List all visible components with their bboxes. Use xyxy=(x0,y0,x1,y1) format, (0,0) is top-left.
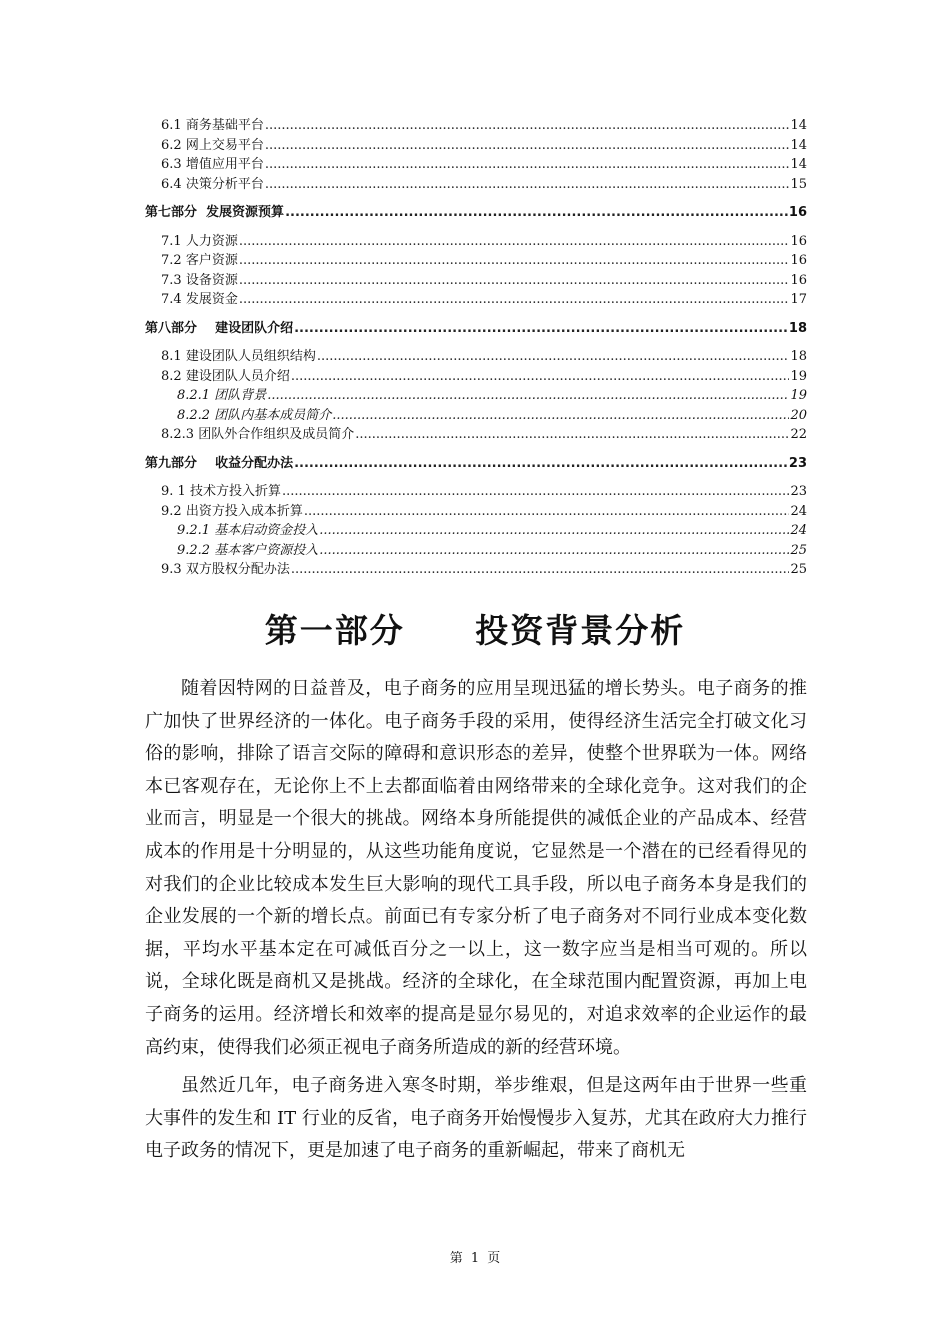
toc-entry-title: 7.3 设备资源 xyxy=(161,272,238,288)
toc-entry-page: 24 xyxy=(790,503,807,519)
toc-entry-title: 8.2.2 团队内基本成员简介 xyxy=(177,407,332,423)
page-number: 第 1 页 xyxy=(449,1251,501,1266)
toc-entry[interactable] xyxy=(145,251,807,271)
table-of-contents xyxy=(145,116,807,580)
toc-entry-title: 8.2 建设团队人员介绍 xyxy=(161,368,290,384)
toc-entry-title: 9.2.2 基本客户资源投入 xyxy=(177,542,319,558)
toc-entry-title: 8.2.1 团队背景 xyxy=(177,388,267,403)
toc-subentry[interactable] xyxy=(145,386,807,406)
toc-part-title: 第九部分 收益分配办法 xyxy=(145,455,294,471)
toc-entry-title: 9.3 双方股权分配办法 xyxy=(161,562,290,577)
toc-entry[interactable] xyxy=(145,155,807,175)
toc-part-entry[interactable] xyxy=(145,319,807,339)
toc-part-title: 第七部分 发展资源预算 xyxy=(145,205,285,220)
toc-entry[interactable] xyxy=(145,175,807,195)
toc-entry-page: 14 xyxy=(790,137,807,153)
toc-entry-page: 17 xyxy=(790,292,807,307)
toc-entry[interactable] xyxy=(145,290,807,310)
toc-entry-page: 16 xyxy=(788,205,807,220)
toc-entry-page: 14 xyxy=(790,157,807,172)
toc-entry-page: 19 xyxy=(790,388,807,403)
toc-entry-title: 7.4 发展资金 xyxy=(161,292,238,307)
toc-entry[interactable] xyxy=(145,367,807,387)
section-heading: 第一部分 投资背景分析 xyxy=(264,611,686,650)
toc-entry-title: 6.4 决策分析平台 xyxy=(161,176,264,192)
toc-entry-title: 6.2 网上交易平台 xyxy=(161,137,264,153)
toc-entry[interactable] xyxy=(145,347,807,367)
toc-entry-title: 6.3 增值应用平台 xyxy=(161,157,264,172)
toc-entry-page: 15 xyxy=(790,176,807,192)
toc-entry-page: 16 xyxy=(790,233,807,249)
toc-entry[interactable] xyxy=(145,425,807,445)
toc-entry-page: 16 xyxy=(790,272,807,288)
toc-entry-page: 16 xyxy=(790,253,807,268)
toc-part-entry[interactable] xyxy=(145,454,807,474)
toc-entry-title: 7.2 客户资源 xyxy=(161,253,238,268)
toc-part-title: 第八部分 建设团队介绍 xyxy=(145,320,294,336)
toc-entry-title: 6.1 商务基础平台 xyxy=(161,118,264,133)
toc-entry-page: 22 xyxy=(790,427,807,442)
toc-entry-title: 9.2.1 基本启动资金投入 xyxy=(177,523,319,538)
toc-entry-title: 9.2 出资方投入成本折算 xyxy=(161,503,303,519)
toc-entry-page: 20 xyxy=(790,407,807,423)
toc-entry-page: 25 xyxy=(790,562,807,577)
toc-entry-page: 24 xyxy=(790,523,807,538)
toc-subentry[interactable] xyxy=(145,521,807,541)
toc-entry-page: 18 xyxy=(788,320,807,336)
toc-entry-page: 23 xyxy=(788,455,807,471)
toc-entry-page: 14 xyxy=(790,118,807,133)
toc-entry-page: 18 xyxy=(790,349,807,364)
toc-entry[interactable] xyxy=(145,232,807,252)
paragraph: 虽然近几年，电子商务进入寒冬时期，举步维艰，但是这两年由于世界一些重大事件的发生和 IT 行业的反省，电子商务开始慢慢步入复苏，尤其在政府大力推行电子政务的情况下，更是加速了电子商务的重新崛起，带来了商机无 xyxy=(145,1075,807,1162)
paragraph: 随着因特网的日益普及，电子商务的应用呈现迅猛的增长势头。电子商务的推广加快了世界经济的一体化。电子商务手段的采用，使得经济生活完全打破文化习俗的影响，排除了语言交际的障碍和意识形态的差异，使整个世界联为一体。网络本已客观存在，无论你上不上去都面临着由网络带来的全球化竞争。这对我们的企业而言，明显是一个很大的挑战。网络本身所能提供的减低企业的产品成本、经营成本的作用是十分明显的，从这些功能角度说，它显然是一个潜在的已经看得见的对我们的企业比较成本发生巨大影响的现代工具手段，所以电子商务本身是我们的企业发展的一个新的增长点。前面已有专家分析了电子商务对不同行业成本变化数据，平均水平基本定在可减低百分之一以上，这一数字应当是相当可观的。所以说，全球化既是商机又是挑战。经济的全球化，在全球范围内配置资源，再加上电子商务的运用。经济增长和效率的提高是显尔易见的，对追求效率的企业运作的最高约束，使得我们必须正视电子商务所造成的新的经营环境。 xyxy=(145,678,807,1058)
toc-entry[interactable] xyxy=(145,116,807,136)
toc-entry-title: 8.1 建设团队人员组织结构 xyxy=(161,349,316,364)
toc-entry-title: 8.2.3 团队外合作组织及成员简介 xyxy=(161,427,355,442)
toc-subentry[interactable] xyxy=(145,541,807,561)
toc-entry[interactable] xyxy=(145,502,807,522)
toc-entry[interactable] xyxy=(145,271,807,291)
body-text xyxy=(145,673,807,1168)
toc-entry[interactable] xyxy=(145,560,807,580)
toc-entry-page: 19 xyxy=(790,368,807,384)
toc-entry-title: 7.1 人力资源 xyxy=(161,233,238,249)
toc-subentry[interactable] xyxy=(145,406,807,426)
toc-entry-page: 25 xyxy=(790,542,807,558)
toc-part-entry[interactable] xyxy=(145,203,807,223)
toc-entry[interactable] xyxy=(145,482,807,502)
toc-entry[interactable] xyxy=(145,136,807,156)
toc-entry-title: 9. 1 技术方投入折算 xyxy=(161,484,281,499)
toc-entry-page: 23 xyxy=(790,484,807,499)
